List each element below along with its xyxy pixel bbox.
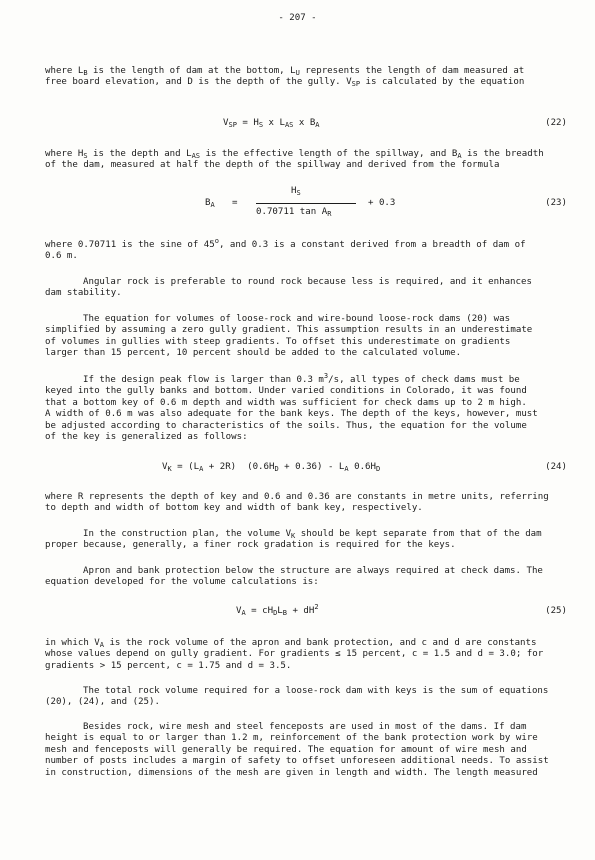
page-number: - 207 - (278, 13, 317, 23)
equation-25: $V_A = cH_DL_B + dH^2$ (25) (236, 603, 567, 617)
paragraph-design-peak-flow: If the design peak flow is larger than 0.3 $m^3/s$, all types of check dams must be keyed into the gully banks and bottom. Under varied conditions in Colorado, it was found that a bottom key of 0.6 m depth and width was sufficient for check dams up to 2 m high. A width of 0.6 m was also adequate for the bank keys. The depth of the keys, however, must be adjusted according to characteristics of the soils. Thus, the equation for the volume of the key is generalized as follows: (45, 372, 538, 443)
paragraph-dam-lengths: where $L_B$ is the length of dam at the bottom, $L_U$ represents the length of dam measured at free board elevation, and D is the depth of the gully. $V_{SP}$ is calculated by the equation (45, 66, 525, 89)
paragraph-spillway: where $H_S$ is the depth and $L_{AS}$ is the effective length of the spillway, and $B_A$ is the breadth of the dam, measured at half the depth of the spillway and derived from the formula (45, 149, 544, 171)
paragraph-apron-bank: Apron and bank protection below the structure are always required at check dams. The equation developed for the volume calculations is: (45, 566, 543, 588)
equation-number: (22) (545, 118, 567, 128)
fraction-bar (256, 203, 356, 204)
equation-number: (25) (545, 606, 567, 616)
paragraph-total-rock-volume: The total rock volume required for a loose-rock dam with keys is the sum of equations (20), (24), and (25). (45, 686, 549, 708)
equation-23: $B_A$ = $H_S$ 0.70711 $\tan A_R$ + 0.3 (23) (205, 186, 567, 218)
paragraph-apron-constants: in which $V_A$ is the rock volume of the apron and bank protection, and c and d are constants whose values depend on gully gradient. For gradients ≤ 15 percent, c = 1.5 and d = 3.0; for gradients > 15 percent, c = 1.75 and d = 3.5. (45, 638, 544, 671)
equation-24: $V_K = (L_A + 2R) (0.6H_D + 0.36) - L_A$ $0.6H_D$ (24) (162, 462, 567, 473)
paragraph-key-constants: where R represents the depth of key and 0.6 and 0.36 are constants in metre units, referring to depth and width of bottom key and width of bank key, respectively. (45, 492, 549, 514)
paragraph-sine-constant: where 0.70711 is the sine of 45$^o$, and 0.3 is a constant derived from a breadth of dam of 0.6 m. (45, 237, 526, 262)
paragraph-construction-plan: In the construction plan, the volume $V_K$ should be kept separate from that of the dam proper because, generally, a finer rock gradation is required for the keys. (45, 529, 542, 551)
paragraph-loose-rock-volumes: The equation for volumes of loose-rock and wire-bound loose-rock dams (20) was simplified by assuming a zero gully gradient. This assumption results in an underestimate of volumes in gullies with steep gradients. To offset this underestimate on gradients larger than 15 percent, 10 percent should be added to the calculated volume. (45, 314, 533, 359)
equation-22: $V_{SP} = H_S$ x $L_{AS}$ x $B_A$ (22) (223, 118, 567, 129)
equation-number: (24) (545, 462, 567, 472)
equation-number: (23) (545, 198, 567, 208)
fraction-denominator: 0.70711 $\tan A_R$ (256, 207, 332, 218)
fraction-numerator: $H_S$ (291, 186, 301, 197)
paragraph-wire-mesh: Besides rock, wire mesh and steel fenceposts are used in most of the dams. If dam height is equal to or larger than 1.2 m, reinforcement of the bank protection work by wire mesh and fenceposts will generally be required. The equation for amount of wire mesh and number of posts includes a margin of safety to offset unforeseen additional needs. To assist in construction, dimensions of the mesh are given in length and width. The length measured (45, 722, 549, 778)
paragraph-angular-rock: Angular rock is preferable to round rock because less is required, and it enhances dam stability. (45, 277, 532, 299)
